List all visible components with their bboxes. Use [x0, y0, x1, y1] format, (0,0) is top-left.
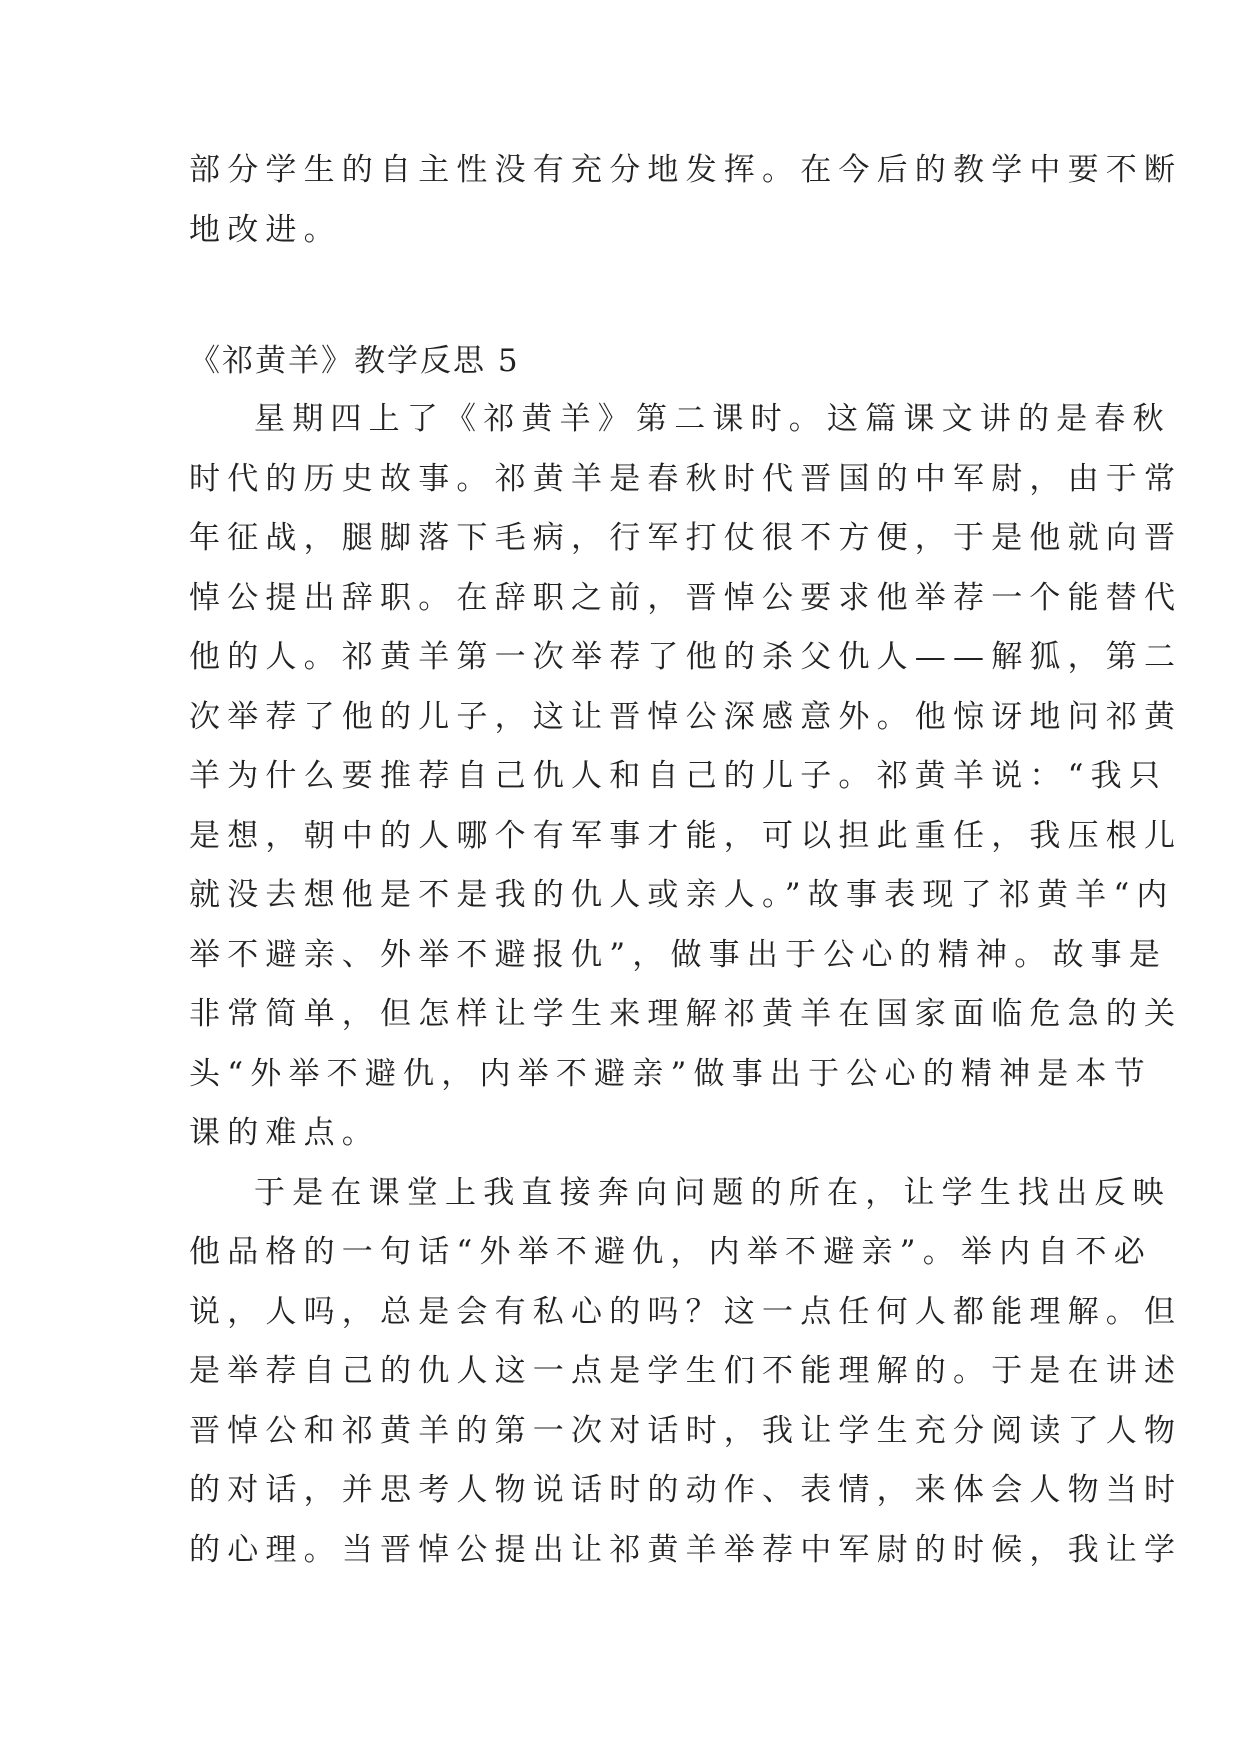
paragraph-line: 悼公提出辞职。在辞职之前，晋悼公要求他举荐一个能替代 — [189, 580, 1183, 616]
paragraph-line: 地改进。 — [189, 212, 342, 248]
paragraph-line: 羊为什么要推荐自己仇人和自己的儿子。祁黄羊说：“我只 — [189, 758, 1168, 794]
paragraph-line: 头“外举不避仇，内举不避亲”做事出于公心的精神是本节 — [189, 1056, 1152, 1092]
paragraph-line: 部分学生的自主性没有充分地发挥。在今后的教学中要不断 — [189, 152, 1183, 188]
paragraph-line: 的对话，并思考人物说话时的动作、表情，来体会人物当时 — [189, 1472, 1183, 1508]
paragraph-line: 非常简单，但怎样让学生来理解祁黄羊在国家面临危急的关 — [189, 996, 1183, 1032]
paragraph-line: 说，人吗，总是会有私心的吗？这一点任何人都能理解。但 — [189, 1294, 1183, 1330]
paragraph-line: 时代的历史故事。祁黄羊是春秋时代晋国的中军尉，由于常 — [189, 461, 1183, 497]
paragraph-line: 于是在课堂上我直接奔向问题的所在，让学生找出反映 — [254, 1175, 1171, 1211]
paragraph-line: 是举荐自己的仇人这一点是学生们不能理解的。于是在讲述 — [189, 1353, 1183, 1389]
paragraph-line: 课的难点。 — [189, 1115, 380, 1151]
paragraph-line: 晋悼公和祁黄羊的第一次对话时，我让学生充分阅读了人物 — [189, 1413, 1183, 1449]
paragraph-line: 他品格的一句话“外举不避仇，内举不避亲”。举内自不必 — [189, 1234, 1152, 1270]
paragraph-line: 他的人。祁黄羊第一次举荐了他的杀父仇人——解狐，第二 — [189, 639, 1183, 675]
paragraph-line: 举不避亲、外举不避报仇”，做事出于公心的精神。故事是 — [189, 937, 1168, 973]
paragraph-line: 是想，朝中的人哪个有军事才能，可以担此重任，我压根儿 — [189, 818, 1183, 854]
paragraph-line: 就没去想他是不是我的仇人或亲人。”故事表现了祁黄羊“内 — [189, 877, 1175, 913]
section-heading: 《祁黄羊》教学反思 5 — [189, 343, 520, 379]
paragraph-line: 的心理。当晋悼公提出让祁黄羊举荐中军尉的时候，我让学 — [189, 1532, 1183, 1568]
paragraph-line: 年征战，腿脚落下毛病，行军打仗很不方便，于是他就向晋 — [189, 520, 1183, 556]
paragraph-line: 次举荐了他的儿子，这让晋悼公深感意外。他惊讶地问祁黄 — [189, 699, 1183, 735]
paragraph-line: 星期四上了《祁黄羊》第二课时。这篇课文讲的是春秋 — [254, 401, 1171, 437]
